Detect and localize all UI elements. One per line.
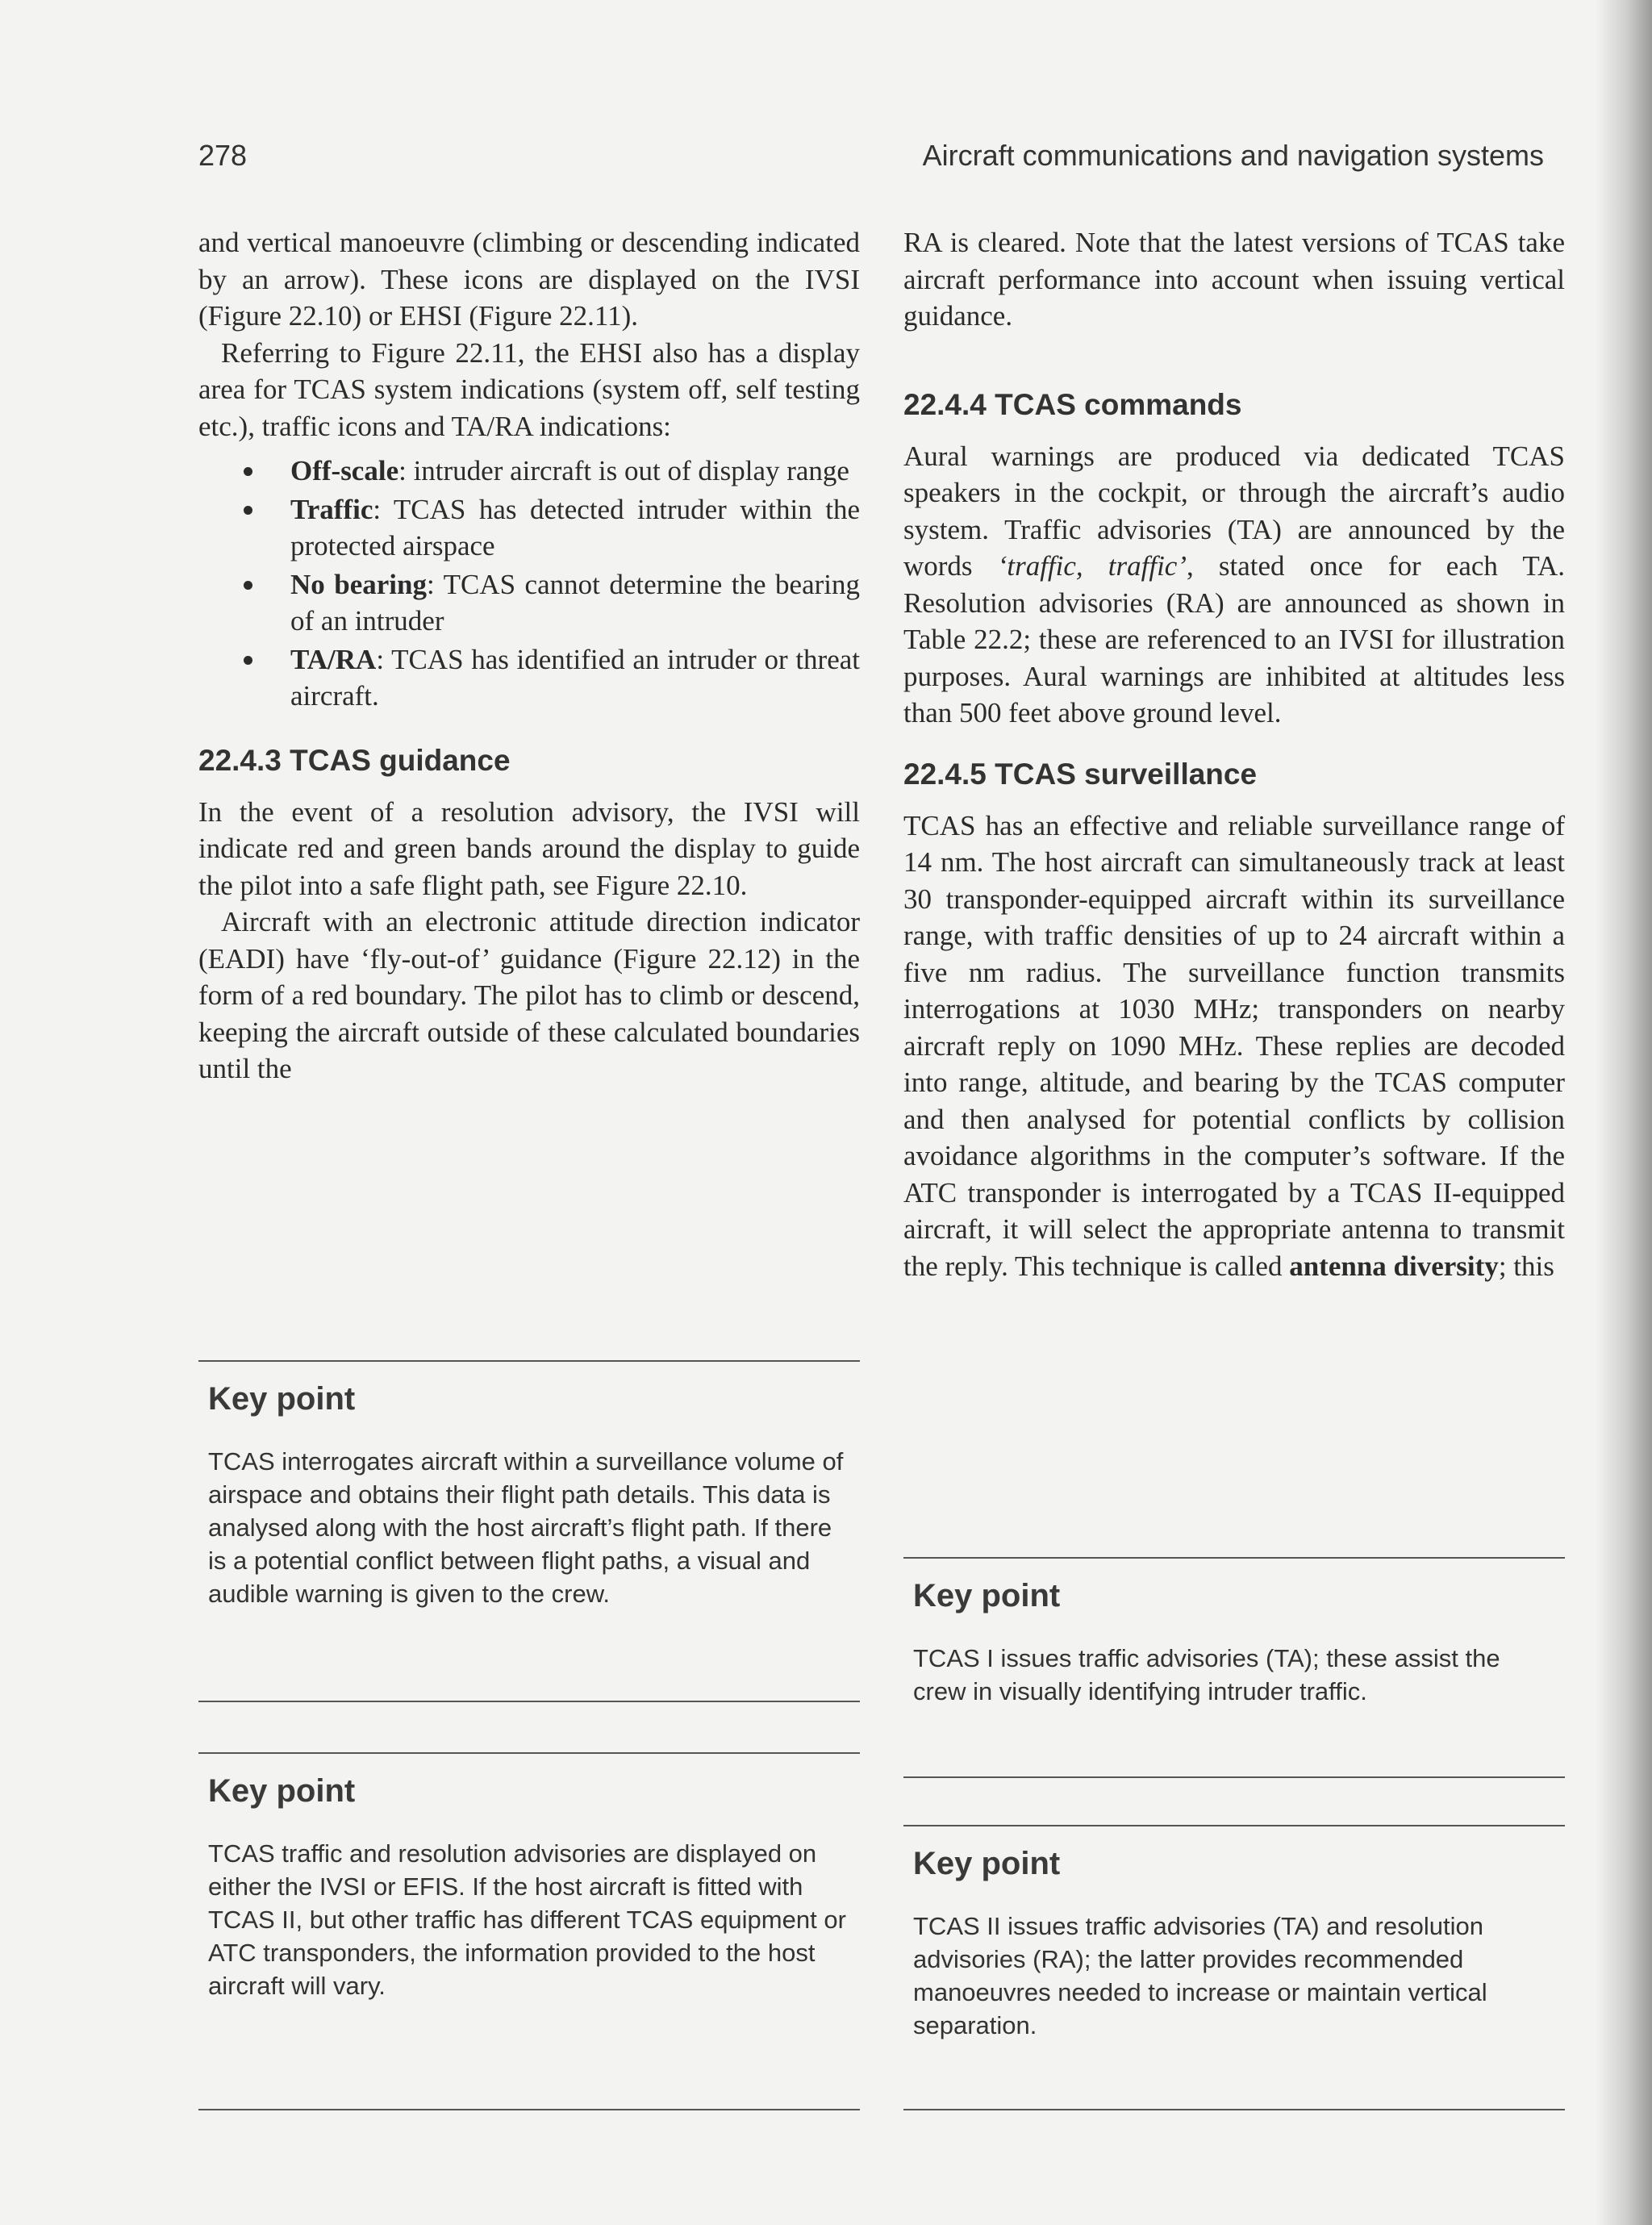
- term-no-bearing: No bearing: [290, 568, 427, 600]
- term-description: : intruder aircraft is out of display range: [398, 455, 849, 486]
- term-description: : TCAS cannot determine the bearing of an intruder: [290, 568, 860, 637]
- page-number: 278: [198, 139, 248, 172]
- key-point-text: TCAS interrogates aircraft within a surveillance volume of airspace and obtains their flight path details. This data is analysed along with the host aircraft’s flight path. If there is a potential conflict between flight paths, a visual and audible warning is given to the crew.: [208, 1447, 844, 1608]
- section-heading-commands: 22.4.4 TCAS commands: [903, 387, 1242, 421]
- running-title: Aircraft communications and navigation systems: [922, 139, 1544, 172]
- term-traffic: Traffic: [290, 493, 373, 525]
- right-column: [903, 224, 1565, 1284]
- key-point-title: Key point: [913, 1578, 1061, 1613]
- section-heading-guidance: 22.4.3 TCAS guidance: [198, 743, 511, 777]
- indication-list: [198, 453, 860, 715]
- list-item: [198, 453, 860, 490]
- paragraph-eadi: Aircraft with an electronic attitude direction indicator (EADI) have ‘fly-out-of’ guidance (Figure 22.12) in the form of a red boundary. The pilot has to climb or descend, keeping the aircraft outside of these calculated boundaries until the: [198, 906, 860, 1084]
- paragraph-guidance: In the event of a resolution advisory, the IVSI will indicate red and green bands around the display to guide the pilot into a safe flight path, see Figure 22.10.: [198, 795, 860, 901]
- list-item: [198, 566, 860, 640]
- key-point-box-3: [903, 1557, 1565, 1778]
- key-point-box-2: [198, 1752, 860, 2110]
- page-header: [198, 139, 1544, 179]
- key-point-box-4: [903, 1825, 1565, 2110]
- term-description: : TCAS has detected intruder within the protected airspace: [290, 493, 860, 561]
- paragraph-surveillance: TCAS has an effective and reliable surveillance range of 14 nm. The host aircraft can simultaneously track at least 30 transponder-equipped aircraft within its surveillance range, with traffic densities of up to 24 aircraft within a five nm radius. The surveillance function transmits interrogations at 1030 MHz; transponders on nearby aircraft reply on 1090 MHz. These replies are decoded into range, altitude, and bearing by the TCAS computer and then analysed for potential conflicts by collision avoidance algorithms in the computer’s software. If the ATC transponder is interrogated by a TCAS II-equipped aircraft, it will select the appropriate antenna to transmit the reply. This technique is called antenna diversity; this: [903, 809, 1565, 1282]
- term-description: : TCAS has identified an intruder or threat aircraft.: [290, 643, 860, 712]
- bullet-icon: [244, 581, 252, 590]
- left-column: [198, 224, 860, 1087]
- list-item: [198, 641, 860, 715]
- bullet-icon: [244, 656, 252, 665]
- key-point-text: TCAS I issues traffic advisories (TA); these assist the crew in visually identifying intruder traffic.: [913, 1644, 1500, 1705]
- paragraph-ra-cleared: RA is cleared. Note that the latest versions of TCAS take aircraft performance into account when issuing vertical guidance.: [903, 227, 1565, 332]
- key-point-title: Key point: [208, 1381, 356, 1417]
- page-edge-shadow: [1596, 0, 1652, 2225]
- key-point-text: TCAS II issues traffic advisories (TA) and resolution advisories (RA); the latter provides recommended manoeuvres needed to increase or maintain vertical separation.: [913, 1912, 1487, 2039]
- key-point-text: TCAS traffic and resolution advisories are displayed on either the IVSI or EFIS. If the host aircraft is fitted with TCAS II, but other traffic has different TCAS equipment or ATC transponders, the information provided to the host aircraft will vary.: [208, 1839, 846, 2000]
- paragraph-icons: and vertical manoeuvre (climbing or descending indicated by an arrow). These icons are displayed on the IVSI (Figure 22.10) or EHSI (Figure 22.11).: [198, 227, 860, 332]
- term-ta-ra: TA/RA: [290, 643, 377, 675]
- bullet-icon: [244, 506, 252, 515]
- bullet-icon: [244, 467, 252, 476]
- paragraph-ehsi: Referring to Figure 22.11, the EHSI also has a display area for TCAS system indications (system off, self testing etc.), traffic icons and TA/RA indications:: [198, 336, 860, 442]
- term-antenna-diversity: antenna diversity: [1289, 1250, 1499, 1282]
- quoted-traffic: ‘traffic, traffic’: [997, 550, 1187, 582]
- term-off-scale: Off-scale: [290, 455, 399, 486]
- paragraph-aural-warnings: Aural warnings are produced via dedicated TCAS speakers in the cockpit, or through the aircraft’s audio system. Traffic advisories (TA) are announced by the words ‘traffic, traffic’, stated once for each TA. Resolution advisories (RA) are announced as shown in Table 22.2; these are referenced to an IVSI for illustration purposes. Aural warnings are inhibited at altitudes less than 500 feet above ground level.: [903, 440, 1565, 728]
- list-item: [198, 491, 860, 565]
- section-heading-surveillance: 22.4.5 TCAS surveillance: [903, 757, 1258, 791]
- key-point-title: Key point: [208, 1773, 356, 1809]
- key-point-title: Key point: [913, 1846, 1061, 1881]
- key-point-box-1: [198, 1360, 860, 1702]
